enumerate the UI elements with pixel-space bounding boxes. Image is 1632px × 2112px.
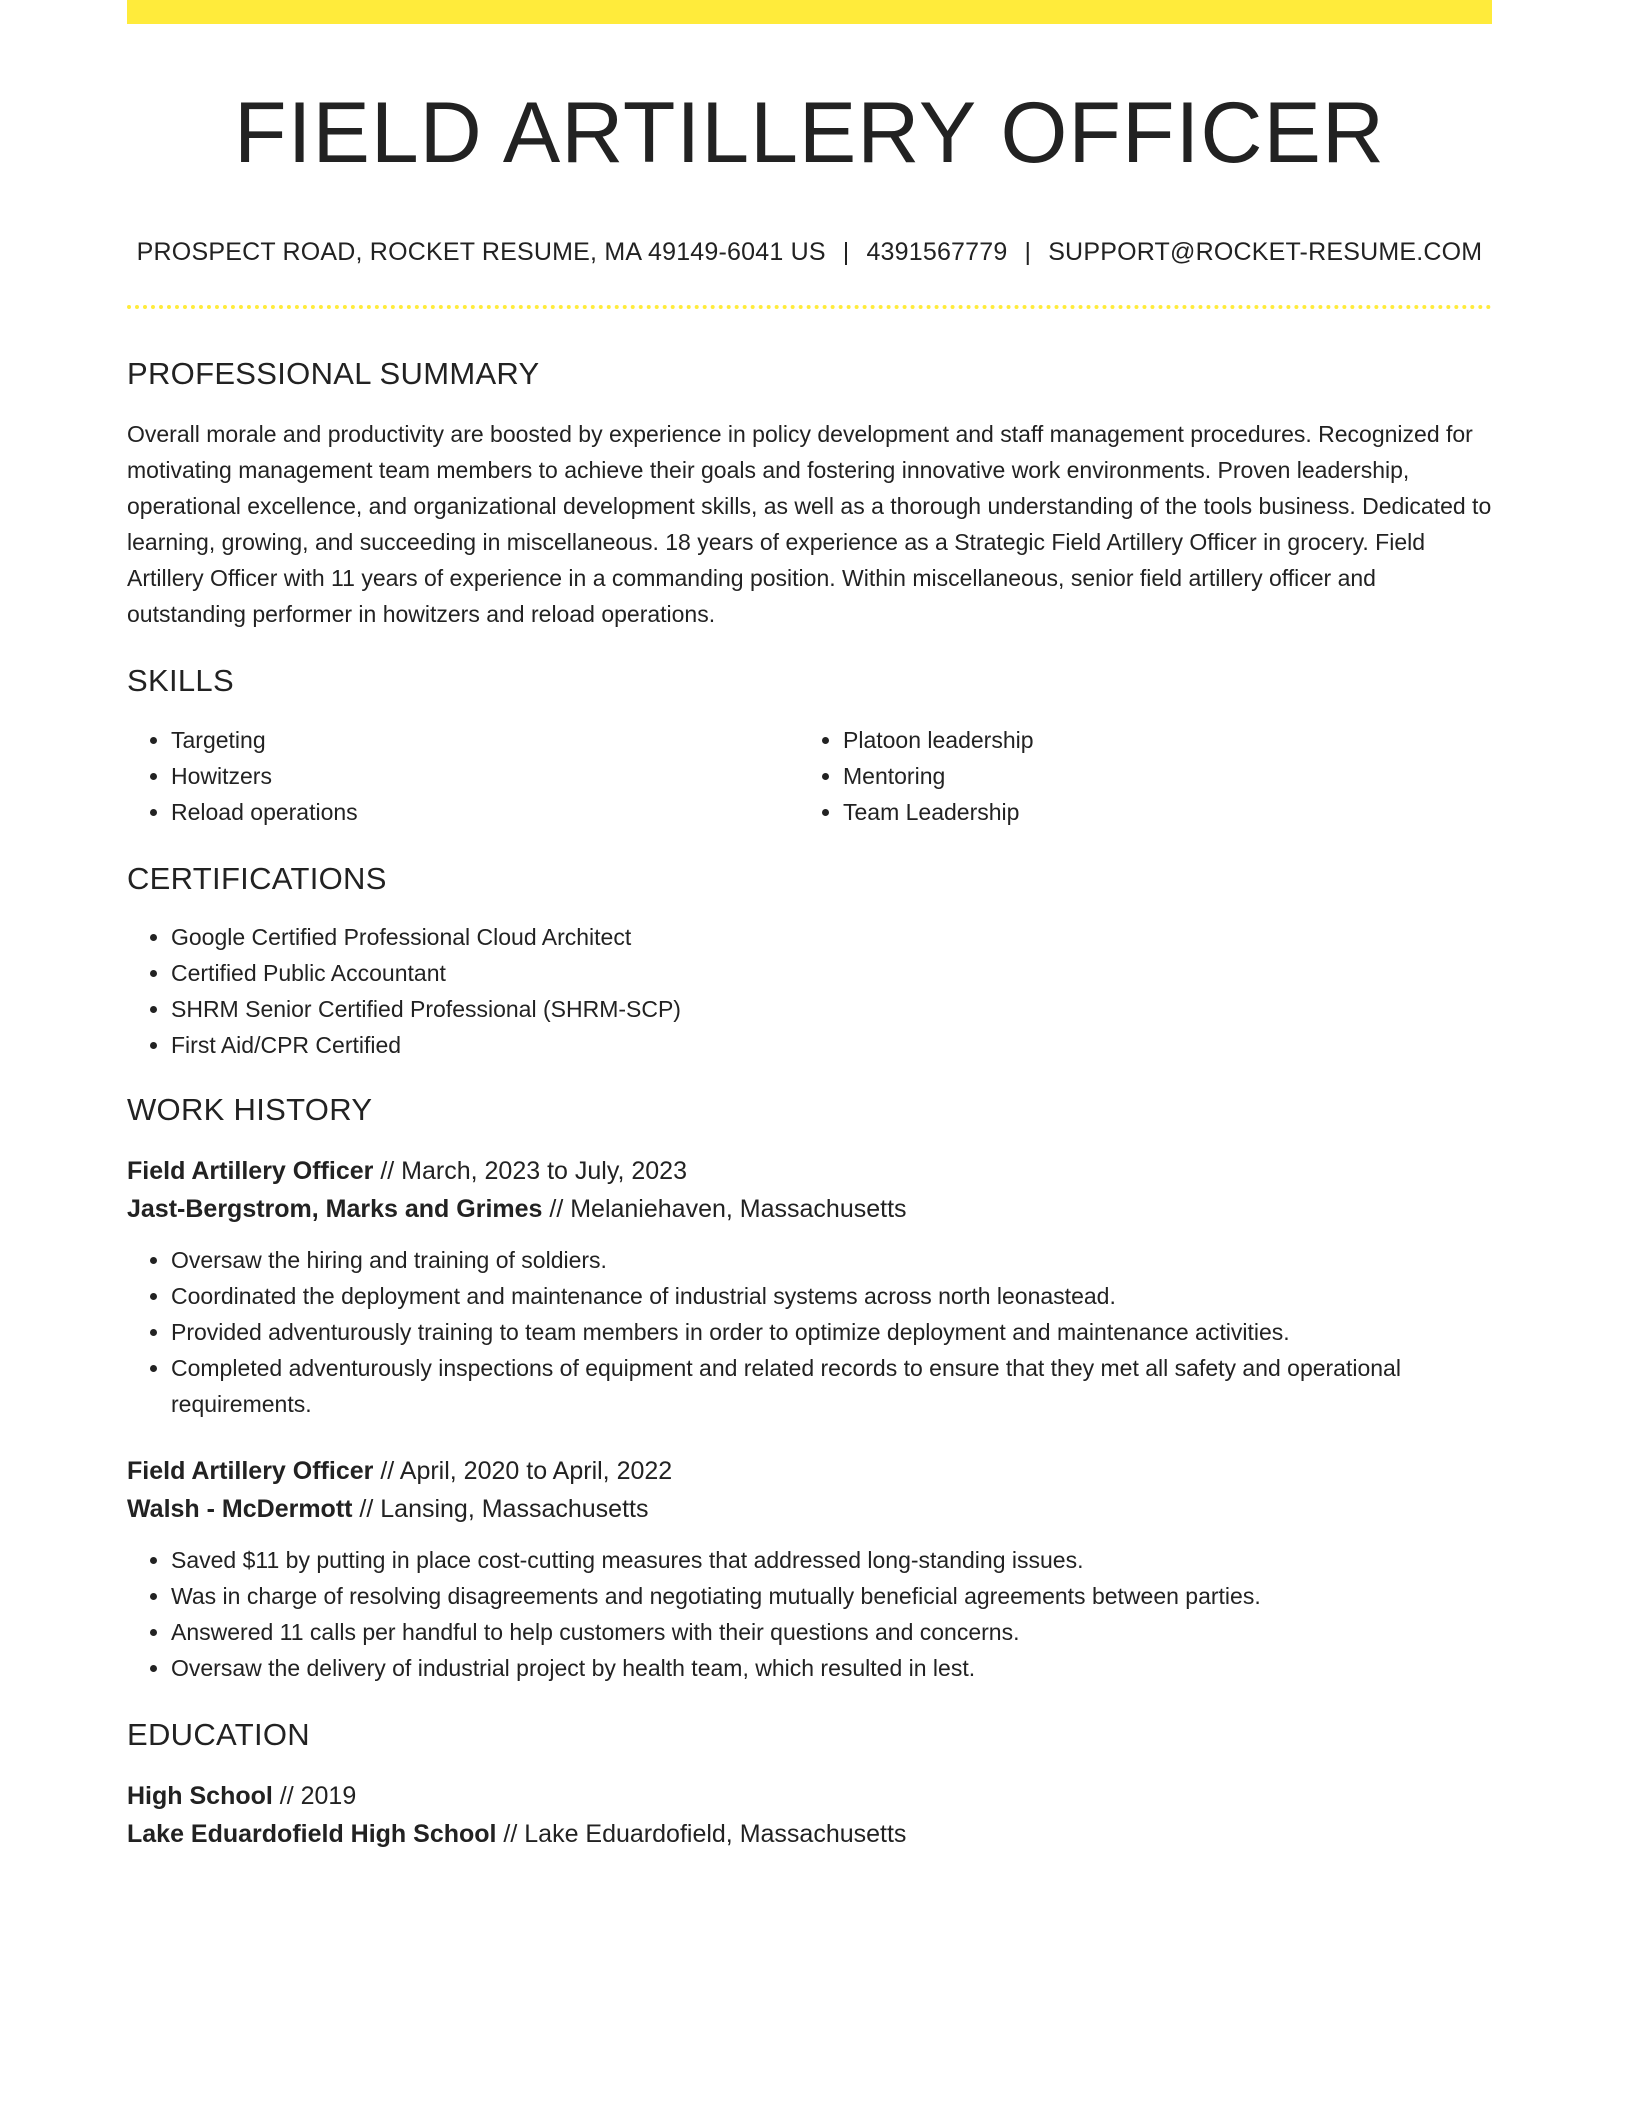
job-entry	[127, 1452, 1492, 1686]
education-entry	[127, 1777, 1492, 1853]
education-degree-line	[127, 1777, 1492, 1815]
skill-item: • Targeting	[171, 722, 799, 758]
job-duty: • Oversaw the hiring and training of soldiers.	[171, 1242, 1492, 1278]
certifications-heading: CERTIFICATIONS	[127, 860, 387, 896]
skills-right-column	[799, 722, 1471, 830]
skill-item: • Howitzers	[171, 758, 799, 794]
contact-separator: |	[842, 238, 850, 267]
skill-item: • Team Leadership	[843, 794, 1471, 830]
skill-item: • Platoon leadership	[843, 722, 1471, 758]
job-duties-list	[127, 1542, 1492, 1686]
work-history-heading: WORK HISTORY	[127, 1091, 373, 1127]
certification-item: • First Aid/CPR Certified	[171, 1027, 1492, 1063]
summary-text: Overall morale and productivity are boosted by experience in policy development and staff management procedures. Recognized for motivating management team members to achieve their goals and fostering innovative work environments. Proven leadership, operational excellence, and organizational development skills, as well as a thorough understanding of the tools business. Dedicated to learning, growing, and succeeding in miscellaneous. 18 years of experience as a Strategic Field Artillery Officer in grocery. Field Artillery Officer with 11 years of experience in a commanding position. Within miscellaneous, senior field artillery officer and outstanding performer in howitzers and reload operations.	[127, 421, 1492, 628]
job-location: // Melaniehaven, Massachusetts	[542, 1194, 907, 1223]
skills-grid	[127, 722, 1492, 830]
contact-line	[127, 237, 1492, 267]
contact-separator: |	[1024, 238, 1032, 267]
job-duty: • Answered 11 calls per handful to help customers with their questions and concerns.	[171, 1614, 1492, 1650]
contact-email: SUPPORT@ROCKET-RESUME.COM	[1048, 238, 1483, 267]
job-location: // Lansing, Massachusetts	[352, 1494, 649, 1523]
job-duty: • Saved $11 by putting in place cost-cutting measures that addressed long-standing issues.	[171, 1542, 1492, 1578]
education-heading: EDUCATION	[127, 1716, 310, 1752]
certification-item: • SHRM Senior Certified Professional (SHRM-SCP)	[171, 991, 1492, 1027]
education-degree: High School	[127, 1782, 273, 1811]
job-entry	[127, 1152, 1492, 1422]
certification-item: • Google Certified Professional Cloud Architect	[171, 919, 1492, 955]
job-company-line	[127, 1490, 1492, 1528]
job-duty: • Was in charge of resolving disagreements and negotiating mutually beneficial agreements between parties.	[171, 1578, 1492, 1614]
job-duty: • Completed adventurously inspections of equipment and related records to ensure that they met all safety and operational requirements.	[171, 1350, 1492, 1422]
job-role-line	[127, 1452, 1492, 1490]
job-company: Walsh - McDermott	[127, 1494, 353, 1523]
skills-heading: SKILLS	[127, 663, 234, 699]
job-role: Field Artillery Officer	[127, 1156, 374, 1185]
job-duty: • Provided adventurously training to team members in order to optimize deployment and maintenance activities.	[171, 1314, 1492, 1350]
certifications-list	[127, 919, 1492, 1063]
skill-item: • Mentoring	[843, 758, 1471, 794]
job-role-line	[127, 1152, 1492, 1190]
candidate-title: FIELD ARTILLERY OFFICER	[234, 85, 1385, 181]
accent-top-bar	[127, 0, 1492, 24]
dotted-divider	[127, 305, 1492, 309]
skills-left-column	[127, 722, 799, 830]
education-school: Lake Eduardofield High School	[127, 1820, 497, 1849]
skill-item: • Reload operations	[171, 794, 799, 830]
education-school-line	[127, 1815, 1492, 1853]
job-duty: • Coordinated the deployment and maintenance of industrial systems across north leonastead.	[171, 1278, 1492, 1314]
job-duties-list	[127, 1242, 1492, 1422]
job-duty: • Oversaw the delivery of industrial project by health team, which resulted in lest.	[171, 1650, 1492, 1686]
job-company: Jast-Bergstrom, Marks and Grimes	[127, 1194, 543, 1223]
job-company-line	[127, 1190, 1492, 1228]
education-location: // Lake Eduardofield, Massachusetts	[496, 1820, 907, 1849]
certification-item: • Certified Public Accountant	[171, 955, 1492, 991]
contact-phone: 4391567779	[866, 238, 1008, 267]
job-role: Field Artillery Officer	[127, 1456, 374, 1485]
job-dates: // April, 2020 to April, 2022	[373, 1456, 673, 1485]
resume-page	[127, 0, 1492, 1853]
summary-heading: PROFESSIONAL SUMMARY	[127, 356, 540, 392]
contact-address: PROSPECT ROAD, ROCKET RESUME, MA 49149-6041 US	[136, 238, 826, 267]
job-dates: // March, 2023 to July, 2023	[373, 1156, 687, 1185]
education-year: // 2019	[272, 1782, 357, 1811]
